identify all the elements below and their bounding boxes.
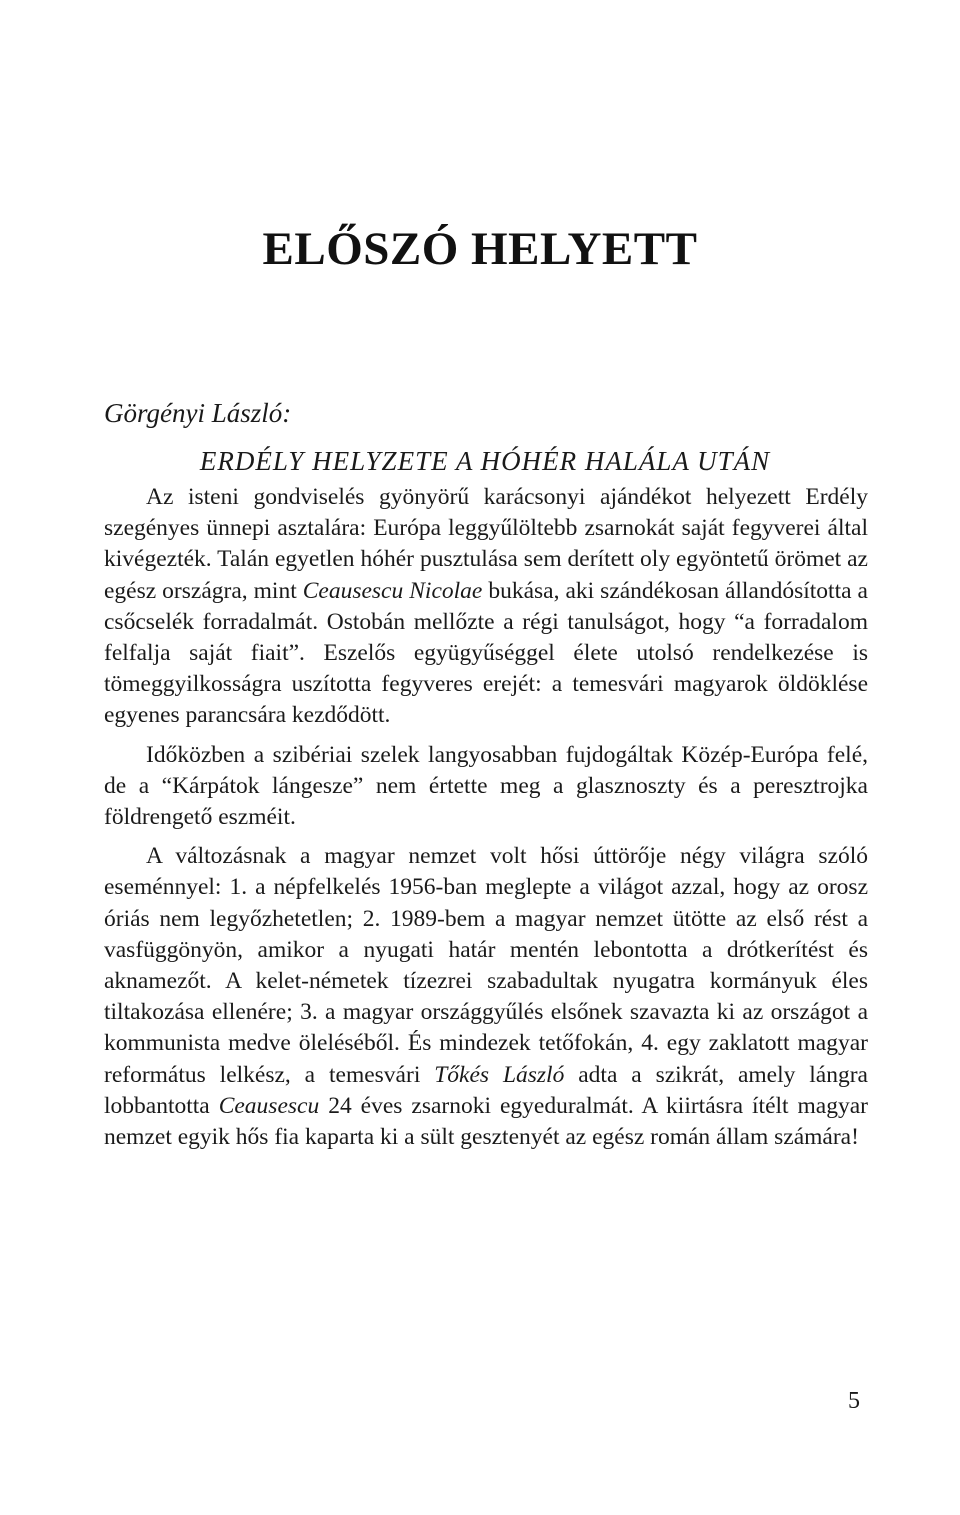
paragraph-3: [104, 841, 868, 1153]
paragraph-3-name-tokes-laszlo: Tőkés László: [434, 1061, 565, 1088]
paragraph-3-text-e: 24 éves zsarnoki egyeduralmát. A kiirtásra ítélt magyar nemzet egyik hős fia kaparta ki a sült gesztenyét az egész román állam számára!: [104, 1092, 868, 1151]
body-text: [104, 482, 868, 1170]
paragraph-1: [104, 482, 868, 732]
paragraph-2: [104, 740, 868, 834]
author-name: Görgényi László:: [104, 398, 292, 428]
paragraph-1-text-c: bukása, aki szándékosan állandósította a csőcselék forradalmát. Ostobán mellőzte a régi tanulságot, hogy “a forradalom felfalja saját fiait”. Eszelős együgyűséggel élete utolsó rendelkezése is tömeggyilkosságra uszította fegyveres erejét: a temesvári magyarok öldöklése egyenes parancsára kezdődött.: [104, 577, 868, 729]
paragraph-3-name-ceausescu: Ceausescu: [218, 1092, 320, 1119]
paragraph-3-text-a: A változásnak a magyar nemzet volt hősi úttörője négy világra szóló eseménnyel: 1. a népfelkelés 1956-ban meglepte a világot azzal, hogy az orosz óriás nem legyőzhetetlen; 2. 1989-bem a magyar nemzet ütötte az első rést a vasfüggönyön, amikor a nyugati határ mentén lebontotta a drótkerítést és aknamezőt. A kelet-németek tízezrei szabadultak nyugatra kormányuk éles tiltakozása ellenére; 3. a magyar országgyűlés elsőnek szavazta ki az országot a kommunista medve öleléséből. És mindezek tetőfokán, 4. egy zaklatott magyar református lelkész, a temesvári: [104, 843, 868, 1088]
paragraph-2-text: Időközben a szibériai szelek langyosabban fujdogáltak Közép-Európa felé, de a “Kárpátok lángesze” nem értette meg a glasznoszty és a peresztrojka földrengető eszméit.: [104, 741, 868, 831]
chapter-title: ELŐSZÓ HELYETT: [262, 223, 698, 275]
paragraph-1-name-ceausescu-nicolae: Ceausescu Nicolae: [302, 577, 483, 604]
paragraph-3-text-c: adta a szikrát, amely lángra lobbantotta: [104, 1061, 868, 1119]
paragraph-1-text-a: Az isteni gondviselés gyönyörű karácsonyi ajándékot helyezett Erdély szegényes ünnepi asztalára: Európa leggyűlöltebb zsarnokát saját fegyverei által kivégezték. Talán egyetlen hóhér pusztulása sem derített oly egyöntetű örömet az egész országra, mint: [104, 484, 868, 604]
page-number: 5: [848, 1388, 860, 1414]
article-title: ERDÉLY HELYZETE A HÓHÉR HALÁLA UTÁN: [199, 446, 771, 476]
